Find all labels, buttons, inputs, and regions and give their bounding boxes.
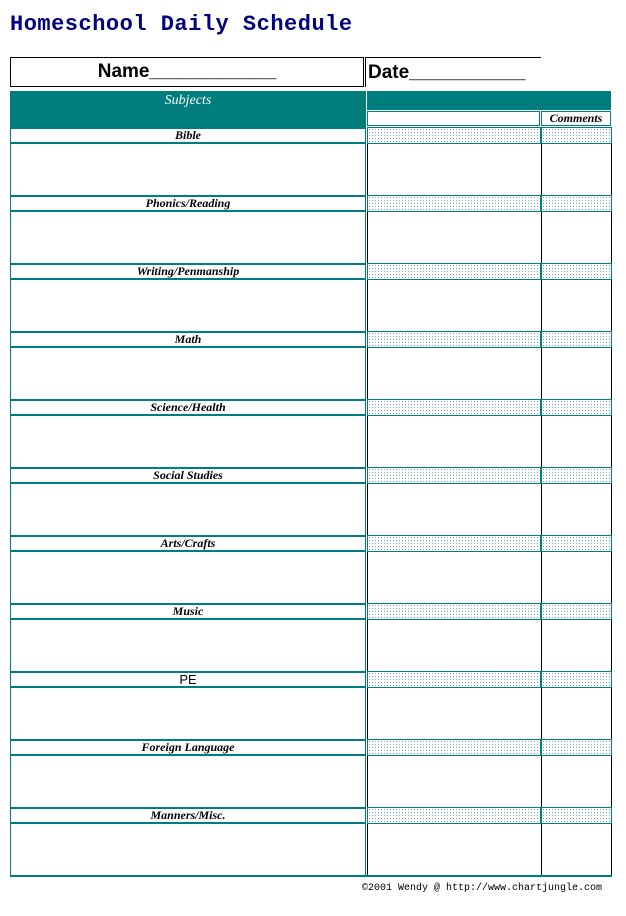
subject-row: [10, 739, 612, 807]
comments-cell[interactable]: [541, 280, 612, 331]
shaded-cell: [367, 467, 541, 484]
subject-notes-cell[interactable]: [10, 484, 366, 535]
subject-row: [10, 331, 612, 399]
subject-label: Music: [10, 603, 366, 620]
activity-cell[interactable]: [367, 688, 541, 739]
shaded-cell: [541, 195, 612, 212]
subject-row: [10, 807, 612, 875]
comments-cell[interactable]: [541, 144, 612, 195]
subject-label: Manners/Misc.: [10, 807, 366, 824]
subject-row: [10, 195, 612, 263]
subject-row: [10, 127, 612, 195]
shaded-cell: [367, 195, 541, 212]
subject-notes-cell[interactable]: [10, 348, 366, 399]
activity-cell[interactable]: [367, 552, 541, 603]
activity-cell[interactable]: [367, 416, 541, 467]
subject-notes-cell[interactable]: [10, 416, 366, 467]
schedule-table: [10, 127, 612, 875]
subject-notes-cell[interactable]: [10, 756, 366, 807]
subject-label: Foreign Language: [10, 739, 366, 756]
shaded-cell: [367, 263, 541, 280]
subject-notes-cell[interactable]: [10, 212, 366, 263]
activity-cell[interactable]: [367, 212, 541, 263]
comments-cell[interactable]: [541, 484, 612, 535]
subject-notes-cell[interactable]: [10, 824, 366, 875]
subject-notes-cell[interactable]: [10, 620, 366, 671]
shaded-cell: [367, 807, 541, 824]
activity-cell[interactable]: [367, 348, 541, 399]
comments-cell[interactable]: [541, 824, 612, 875]
subject-label: Writing/Penmanship: [10, 263, 366, 280]
activity-cell[interactable]: [367, 484, 541, 535]
subject-label: Science/Health: [10, 399, 366, 416]
notes-header-cell: [367, 111, 540, 126]
subject-row: [10, 263, 612, 331]
subject-row: [10, 671, 612, 739]
shaded-cell: [541, 331, 612, 348]
shaded-cell: [367, 671, 541, 688]
comments-cell[interactable]: [541, 212, 612, 263]
subject-label: Phonics/Reading: [10, 195, 366, 212]
comments-cell[interactable]: [541, 552, 612, 603]
shaded-cell: [367, 535, 541, 552]
shaded-cell: [541, 739, 612, 756]
subject-row: [10, 399, 612, 467]
comments-cell[interactable]: [541, 620, 612, 671]
subject-notes-cell[interactable]: [10, 280, 366, 331]
shaded-cell: [541, 127, 612, 144]
subject-notes-cell[interactable]: [10, 688, 366, 739]
activity-cell[interactable]: [367, 824, 541, 875]
subject-label: Math: [10, 331, 366, 348]
comments-cell[interactable]: [541, 756, 612, 807]
shaded-cell: [541, 263, 612, 280]
shaded-cell: [367, 603, 541, 620]
activity-cell[interactable]: [367, 144, 541, 195]
shaded-cell: [367, 331, 541, 348]
shaded-cell: [367, 127, 541, 144]
subject-label: Arts/Crafts: [10, 535, 366, 552]
copyright-footer: ©2001 Wendy @ http://www.chartjungle.com: [362, 883, 603, 894]
shaded-cell: [367, 399, 541, 416]
shaded-cell: [367, 739, 541, 756]
name-field[interactable]: Name____________: [10, 57, 364, 87]
shaded-cell: [541, 671, 612, 688]
shaded-cell: [541, 603, 612, 620]
shaded-cell: [541, 467, 612, 484]
shaded-cell: [541, 535, 612, 552]
subject-notes-cell[interactable]: [10, 144, 366, 195]
comments-cell[interactable]: [541, 416, 612, 467]
shaded-cell: [541, 807, 612, 824]
subject-label: PE: [10, 671, 366, 688]
comments-cell[interactable]: [541, 688, 612, 739]
activity-cell[interactable]: [367, 280, 541, 331]
subject-row: [10, 467, 612, 535]
subject-row: [10, 603, 612, 671]
date-field[interactable]: Date___________: [365, 57, 541, 87]
table-bottom-border: [10, 875, 612, 877]
subject-row: [10, 535, 612, 603]
subject-label: Social Studies: [10, 467, 366, 484]
subjects-header: Subjects: [10, 91, 366, 127]
comments-cell[interactable]: [541, 348, 612, 399]
shaded-cell: [541, 399, 612, 416]
activity-cell[interactable]: [367, 620, 541, 671]
page-title: Homeschool Daily Schedule: [10, 12, 353, 37]
comments-header: Comments: [541, 111, 611, 126]
activity-cell[interactable]: [367, 756, 541, 807]
subject-label: Bible: [10, 127, 366, 144]
subject-notes-cell[interactable]: [10, 552, 366, 603]
right-header-bar: [367, 91, 611, 110]
